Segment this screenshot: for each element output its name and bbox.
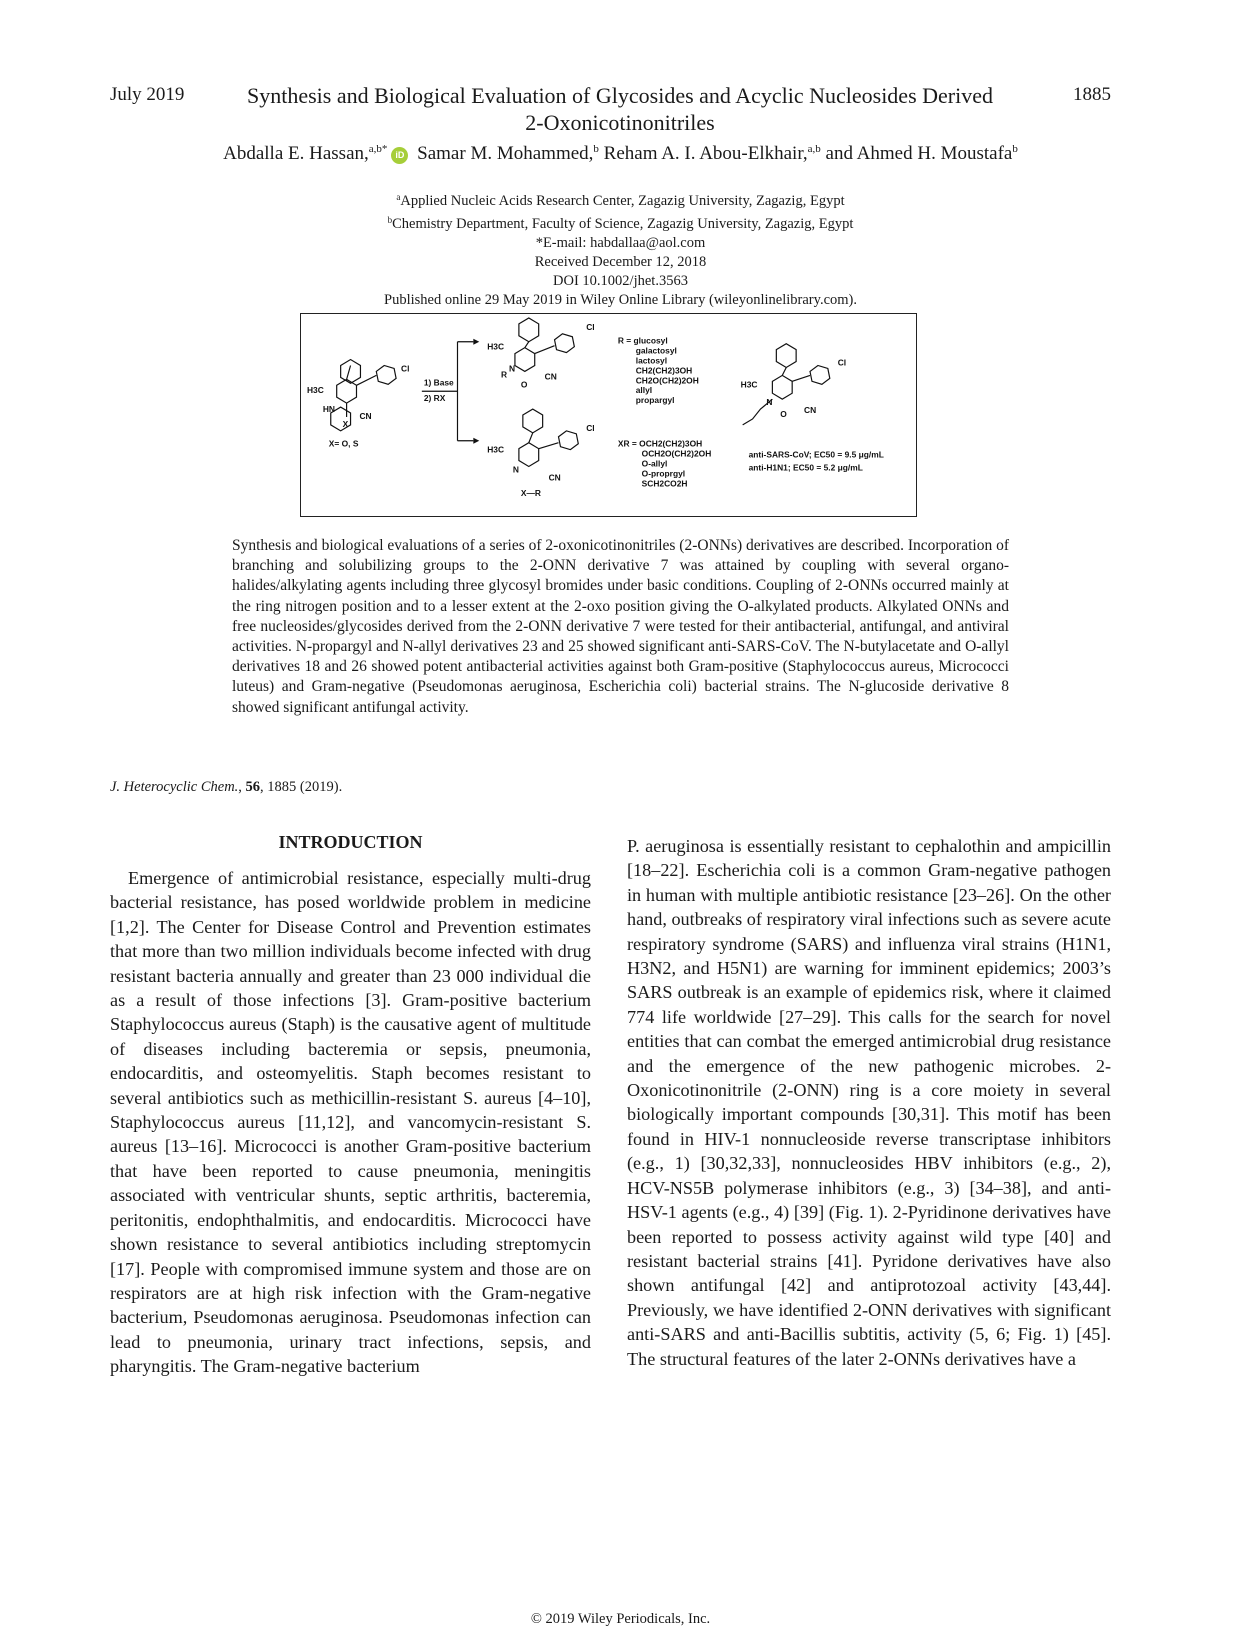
header-page-number: 1885 <box>1073 84 1111 105</box>
starting-pyridone-structure <box>307 360 409 449</box>
r-list-item: galactosyl <box>635 345 677 356</box>
r-list-item: lactosyl <box>635 355 668 366</box>
journal-citation: J. Heterocyclic Chem., 56, 1885 (2019). <box>110 779 343 795</box>
intro-column-left: Emergence of antimicrobial resistance, especially multi-drug bacterial resistance, has posed worldwide problem in medicine [1,2]. The Center for Disease Control and Prevention estimates that more than two million individuals become infected with drug resistant bacteria annually and greater than 23 000 individual die as a result of those infections [3]. Gram-positive bacterium Staphylococcus aureus (Staph) is the causative agent of multitude of diseases including bacteremia or sepsis, pneumonia, endocarditis, and osteomyelitis. Staph becomes resistant to several antibiotics such as methicillin-resistant S. aureus [4–10], Staphylococcus aureus [11,12], and vancomycin-resistant S. aureus [13–16]. Micrococci is another Gram-positive bacterium that have been reported to cause pneumonia, meningitis associated with ventricular shunts, septic arthritis, bacteremia, peritonitis, endophthalmitis, and endocarditis. Micrococci have shown resistance to several antibiotics including streptomycin [17]. People with compromised immune system and those are on respirators are at high risk infection with the Gram-negative bacterium, Pseudomonas aeruginosa. Pseudomonas infection can lead to pneumonia, urinary tract infections, sepsis, and pharyngitis. The Gram-negative bacterium <box>110 868 591 1377</box>
author-list <box>100 143 1141 165</box>
activity-h1n1: anti-H1N1; EC50 = 5.2 μg/mL <box>748 462 863 473</box>
published-note: Published online 29 May 2019 in Wiley Online Library (wileyonlinelibrary.com). <box>384 292 857 308</box>
label-n: N <box>766 397 773 408</box>
label-cn: CN <box>544 371 557 382</box>
affiliation-text: Chemistry Department, Faculty of Science, Zagazig University, Zagazig, Egypt <box>392 216 854 232</box>
reaction-arrows <box>422 339 479 444</box>
affiliation-text: Applied Nucleic Acids Research Center, Zagazig University, Zagazig, Egypt <box>400 193 845 209</box>
affiliation-mark: a <box>396 192 401 202</box>
label-x-r: X—R <box>520 488 541 499</box>
header-date: July 2019 <box>110 84 185 105</box>
author-affiliation-mark: b <box>1012 143 1018 155</box>
reagent-rx: 2) RX <box>423 393 446 404</box>
journal-volume: 56 <box>245 779 261 795</box>
author-name: Samar M. Mohammed, <box>417 143 594 164</box>
label-cl: Cl <box>837 357 847 368</box>
label-n: N <box>512 464 520 475</box>
affiliation-mark: b <box>387 215 393 225</box>
r-list-item: propargyl <box>635 395 675 406</box>
affiliation <box>200 211 1041 234</box>
author-affiliation-mark: a,b <box>807 143 821 155</box>
email[interactable]: *E-mail: habdallaa@aol.com <box>535 235 706 251</box>
r-substituent-list <box>618 336 699 405</box>
label-hn: HN <box>322 404 335 415</box>
reagent-base: 1) Base <box>423 377 454 388</box>
n-allyl-lead-structure <box>741 344 884 473</box>
intro-column-right: P. aeruginosa is essentially resistant to cephalothin and ampicillin [18–22]. Escherichia coli is a common Gram-negative pathogen in human with multiple antibiotic resistance [23–26]. On the other hand, outbreaks of respiratory viral infections such as severe acute respiratory syndrome (SARS) and influenza viral strains (H1N1, H3N2, and H5N1) are warning for imminent epidemics; 2003’s SARS outbreak is an example of epidemics risk, where it claimed 774 life worldwide [27–29]. This calls for the search for novel entities that can combat the emerged antimicrobial drug resistance and the emergence of the new pathogenic microbes. 2-Oxonicotinonitrile (2-ONN) ring is a core moiety in several biologically important compounds [30,31]. This motif has been found in HIV-1 nonnucleoside reverse transcriptase inhibitors (e.g., 1) [30,32,33], nonnucleosides HBV inhibitors (e.g., 2), HCV-NS5B polymerase inhibitors (e.g., 3) [34–38], and anti-HSV-1 agents (e.g., 4) [39] (Fig. 1). 2-Pyridinone derivatives have been reported to possess activity against wild type [40] and resistant bacterial strains [41]. Pyridone derivatives have also shown antifungal [42] and antiprotozoal activity [43,44]. Previously, we have identified 2-ONN derivatives with significant anti-SARS and anti-Bacillis subtitis, activity (5, 6; Fig. 1) [45]. The structural features of the later 2-ONNs derivatives have a <box>627 836 1111 1369</box>
label-cl: Cl <box>586 321 595 332</box>
xr-list-item: O-proprgyl <box>641 468 686 479</box>
label-r: R <box>501 369 508 380</box>
received-date: Received December 12, 2018 <box>534 254 707 270</box>
affiliation <box>200 188 1041 211</box>
label-cn: CN <box>359 410 372 421</box>
label-h3c: H3C <box>487 444 505 455</box>
label-n: N <box>508 363 516 374</box>
author-affiliation-mark: b <box>593 143 599 155</box>
activity-sars: anti-SARS-CoV; EC50 = 9.5 μg/mL <box>748 449 884 460</box>
xr-list-title: XR = OCH2(CH2)3OH <box>617 438 703 449</box>
r-list-title: R = glucosyl <box>617 335 668 346</box>
journal-name: J. Heterocyclic Chem. <box>110 779 239 795</box>
author-name: Abdalla E. Hassan, <box>223 143 369 164</box>
label-h3c: H3C <box>306 385 324 396</box>
author-affiliation-mark: a,b* <box>368 143 388 155</box>
label-h3c: H3C <box>487 341 505 352</box>
r-list-item: CH2O(CH2)2OH <box>635 375 699 386</box>
label-o: O <box>780 408 787 419</box>
r-list-item: allyl <box>635 385 653 396</box>
xr-list-item: SCH2CO2H <box>641 478 688 489</box>
article-metadata <box>200 188 1041 310</box>
label-x-o-s: X= O, S <box>328 438 359 449</box>
label-cn: CN <box>548 472 561 483</box>
o-alkylated-product-structure <box>487 409 594 498</box>
r-list-item: CH2(CH2)3OH <box>635 365 693 376</box>
graphical-abstract-scheme <box>300 313 917 517</box>
label-cl: Cl <box>401 363 410 374</box>
section-heading-introduction: INTRODUCTION <box>278 832 423 852</box>
author-name: Reham A. I. Abou-Elkhair, <box>603 143 808 164</box>
abstract: Synthesis and biological evaluations of a series of 2-oxonicotinonitriles (2-ONNs) derivatives are described. Incorporation of branching and solubilizing groups to the 2-ONN derivative 7 was attained by coupling with several organo-halides/alkylating agents including three glycosyl bromides under basic conditions. Coupling of 2-ONNs occurred mainly at the ring nitrogen position and to a lesser extent at the 2-oxo position giving the O-alkylated products. Alkylated ONNs and free nucleosides/glycosides derived from the 2-ONN derivative 7 were tested for their antibacterial, antifungal, and antiviral activities. N-propargyl and N-allyl derivatives 23 and 25 showed significant anti-SARS-CoV. The N-butylacetate and O-allyl derivatives 18 and 26 showed potent antibacterial activities against both Gram-positive (Staphylococcus aureus, Micrococci luteus) and Gram-negative (Pseudomonas aeruginosa, Escherichia coli) bacterial strains. The N-glucoside derivative 8 showed significant antifungal activity. <box>232 537 1009 716</box>
copyright-footer: © 2019 Wiley Periodicals, Inc. <box>530 1611 711 1627</box>
xr-list-item: O-allyl <box>641 458 668 469</box>
author-name: and Ahmed H. Moustafa <box>825 143 1013 164</box>
orcid-icon[interactable]: iD <box>391 147 408 164</box>
label-x: X <box>342 418 349 429</box>
n-alkylated-product-structure <box>487 318 594 389</box>
xr-substituent-list <box>618 439 711 489</box>
label-h3c: H3C <box>740 379 758 390</box>
reaction-scheme <box>301 314 916 516</box>
journal-pages-year: , 1885 (2019). <box>260 779 343 795</box>
doi[interactable]: DOI 10.1002/jhet.3563 <box>553 273 688 289</box>
article-title: Synthesis and Biological Evaluation of Glycosides and Acyclic Nucleosides Derived 2-Oxonicotinonitriles <box>246 83 993 135</box>
label-cn: CN <box>804 405 817 416</box>
label-cl: Cl <box>586 422 595 433</box>
label-o: O <box>520 379 528 390</box>
xr-list-item: OCH2O(CH2)2OH <box>641 448 712 459</box>
